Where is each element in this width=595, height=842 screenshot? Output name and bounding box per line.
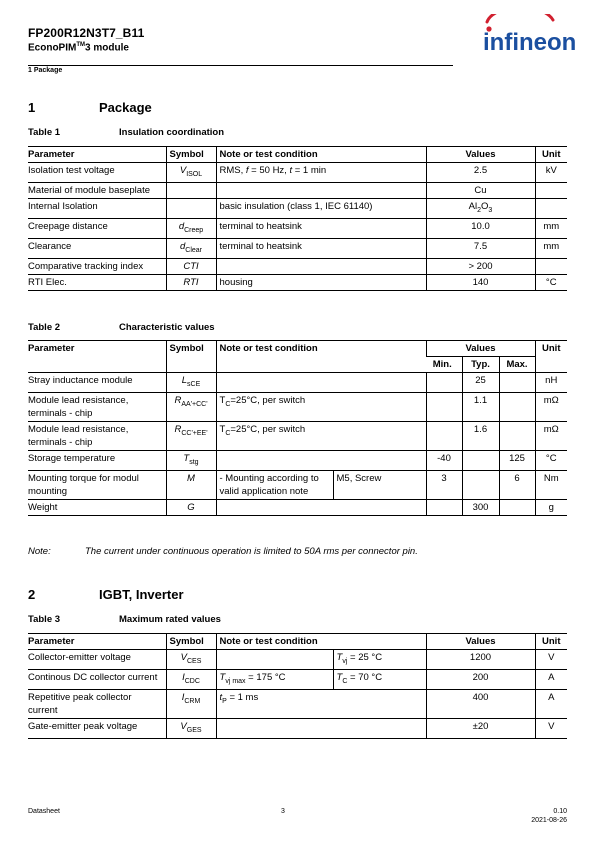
param-cell: Continous DC collector current — [28, 669, 166, 689]
condition-cell — [216, 258, 426, 274]
document-title: FP200R12N3T7_B11 — [28, 26, 145, 40]
footer-doc-type: Datasheet — [28, 808, 60, 815]
note-text: The current under continuous operation is limited to 50A rms per connector pin. — [85, 546, 418, 557]
typ-cell: 25 — [462, 373, 499, 393]
condition-cell: $t_P = 1$ ms — [216, 689, 426, 718]
header-symbol: Symbol — [166, 147, 216, 163]
value-cell: 7.5 — [426, 238, 535, 258]
min-cell — [426, 392, 462, 421]
header-condition: Note or test condition — [216, 341, 426, 373]
max-cell — [499, 421, 535, 450]
table-row — [28, 182, 567, 198]
unit-cell — [535, 258, 567, 274]
value-cell: 1200 — [426, 650, 535, 670]
condition-cell: terminal to heatsink — [216, 238, 426, 258]
symbol-cell: $V_{ISOL}$ — [166, 163, 216, 183]
symbol-cell: RTI — [166, 274, 216, 290]
min-cell — [426, 421, 462, 450]
param-cell: Weight — [28, 499, 166, 515]
unit-cell: °C — [535, 274, 567, 290]
param-cell: Material of module baseplate — [28, 182, 166, 198]
header-values: Values — [426, 634, 535, 650]
subtitle-main: EconoPIM — [28, 42, 77, 54]
value-cell: $Al_2O_3$ — [426, 198, 535, 218]
param-cell: Gate-emitter peak voltage — [28, 718, 166, 738]
unit-cell: A — [535, 689, 567, 718]
table-header-row — [28, 147, 567, 163]
header-symbol: Symbol — [166, 634, 216, 650]
param-cell: Repetitive peak collector current — [28, 689, 166, 718]
table-header-row — [28, 341, 567, 357]
condition-cell: $T_C=25^\circ C$, per switch — [216, 392, 426, 421]
condition-cell-2: $T_{vj} = 25$ °C — [333, 650, 426, 670]
max-cell — [499, 373, 535, 393]
table-row — [28, 258, 567, 274]
max-cell — [499, 392, 535, 421]
param-cell: Collector-emitter voltage — [28, 650, 166, 670]
value-cell: 200 — [426, 669, 535, 689]
table-title: Insulation coordination — [119, 127, 225, 138]
section-title: Package — [99, 100, 152, 115]
param-cell: Clearance — [28, 238, 166, 258]
condition-cell-2: M5, Screw — [333, 470, 426, 499]
table-row — [28, 450, 567, 470]
header-divider — [28, 65, 453, 66]
subtitle-rest: 3 module — [85, 42, 129, 54]
condition-cell: - Mounting according to valid application note — [216, 470, 333, 499]
typ-cell — [462, 470, 499, 499]
table-row — [28, 218, 567, 238]
table-title: Characteristic values — [119, 322, 215, 333]
note-label: Note: — [28, 546, 51, 557]
unit-cell: V — [535, 718, 567, 738]
param-cell: Mounting torque for modul mounting — [28, 470, 166, 499]
symbol-cell: $d_{Clear}$ — [166, 238, 216, 258]
unit-cell — [535, 198, 567, 218]
typ-cell — [462, 450, 499, 470]
min-cell: 3 — [426, 470, 462, 499]
breadcrumb: 1 Package — [28, 67, 63, 74]
typ-cell: 1.1 — [462, 392, 499, 421]
section-title: IGBT, Inverter — [99, 587, 184, 602]
table-title: Maximum rated values — [119, 614, 221, 625]
header-condition: Note or test condition — [216, 634, 426, 650]
symbol-cell — [166, 182, 216, 198]
table-row — [28, 470, 567, 499]
max-cell — [499, 499, 535, 515]
min-cell — [426, 499, 462, 515]
header-symbol: Symbol — [166, 341, 216, 373]
table-row — [28, 238, 567, 258]
condition-cell: housing — [216, 274, 426, 290]
logo-text: infineon — [483, 29, 575, 56]
header-min: Min. — [426, 357, 462, 373]
condition-cell: $T_C=25^\circ C$, per switch — [216, 421, 426, 450]
table-row — [28, 650, 567, 670]
min-cell — [426, 373, 462, 393]
unit-cell: mm — [535, 238, 567, 258]
table-row — [28, 163, 567, 183]
value-cell: 140 — [426, 274, 535, 290]
param-cell: Stray inductance module — [28, 373, 166, 393]
max-cell: 6 — [499, 470, 535, 499]
param-cell: Module lead resistance, terminals - chip — [28, 392, 166, 421]
condition-cell — [216, 182, 426, 198]
table-row — [28, 198, 567, 218]
value-cell: ±20 — [426, 718, 535, 738]
value-cell: 2.5 — [426, 163, 535, 183]
header-typ: Typ. — [462, 357, 499, 373]
unit-cell: mΩ — [535, 392, 567, 421]
table-row — [28, 392, 567, 421]
param-cell: Creepage distance — [28, 218, 166, 238]
param-cell: Internal Isolation — [28, 198, 166, 218]
condition-cell: basic insulation (class 1, IEC 61140) — [216, 198, 426, 218]
table-row — [28, 421, 567, 450]
param-cell: RTI Elec. — [28, 274, 166, 290]
param-cell: Module lead resistance, terminals - chip — [28, 421, 166, 450]
symbol-cell: $V_{GES}$ — [166, 718, 216, 738]
table-row — [28, 274, 567, 290]
symbol-cell: $L_{sCE}$ — [166, 373, 216, 393]
subtitle-trademark: TM — [76, 42, 86, 48]
value-cell: Cu — [426, 182, 535, 198]
value-cell: 10.0 — [426, 218, 535, 238]
symbol-cell — [166, 198, 216, 218]
symbol-cell: $T_{stg}$ — [166, 450, 216, 470]
max-cell: 125 — [499, 450, 535, 470]
table-header-row — [28, 634, 567, 650]
infineon-logo — [475, 14, 575, 56]
condition-cell — [216, 650, 333, 670]
header-parameter: Parameter — [28, 634, 166, 650]
symbol-cell: G — [166, 499, 216, 515]
insulation-table — [28, 146, 567, 291]
value-cell: > 200 — [426, 258, 535, 274]
table-number: Table 3 — [28, 614, 61, 625]
condition-cell — [216, 718, 426, 738]
symbol-cell: CTI — [166, 258, 216, 274]
characteristic-table — [28, 340, 567, 516]
condition-cell: $T_{vj max} = 175$ °C — [216, 669, 333, 689]
table-row — [28, 669, 567, 689]
header-condition: Note or test condition — [216, 147, 426, 163]
max-rated-table — [28, 633, 567, 739]
unit-cell — [535, 182, 567, 198]
header-unit: Unit — [535, 634, 567, 650]
param-cell: Comparative tracking index — [28, 258, 166, 274]
table-number: Table 1 — [28, 127, 61, 138]
condition-cell: terminal to heatsink — [216, 218, 426, 238]
unit-cell: nH — [535, 373, 567, 393]
symbol-cell: $V_{CES}$ — [166, 650, 216, 670]
unit-cell: mΩ — [535, 421, 567, 450]
table-row — [28, 373, 567, 393]
header-unit: Unit — [535, 147, 567, 163]
unit-cell: Nm — [535, 470, 567, 499]
value-cell: 400 — [426, 689, 535, 718]
symbol-cell: $d_{Creep}$ — [166, 218, 216, 238]
unit-cell: °C — [535, 450, 567, 470]
footer-page-number: 3 — [281, 808, 285, 815]
table-row — [28, 718, 567, 738]
unit-cell: A — [535, 669, 567, 689]
typ-cell: 300 — [462, 499, 499, 515]
min-cell: -40 — [426, 450, 462, 470]
typ-cell: 1.6 — [462, 421, 499, 450]
footer-date: 2021-08-26 — [531, 817, 567, 824]
condition-cell — [216, 373, 426, 393]
symbol-cell: M — [166, 470, 216, 499]
unit-cell: kV — [535, 163, 567, 183]
unit-cell: g — [535, 499, 567, 515]
unit-cell: mm — [535, 218, 567, 238]
condition-cell — [216, 499, 426, 515]
symbol-cell: $I_{CDC}$ — [166, 669, 216, 689]
footer-version: 0.10 — [553, 808, 567, 815]
header-parameter: Parameter — [28, 147, 166, 163]
section-number: 2 — [28, 587, 36, 602]
condition-cell — [216, 450, 426, 470]
table-number: Table 2 — [28, 322, 61, 333]
condition-cell: RMS, f = 50 Hz, t = 1 min — [216, 163, 426, 183]
param-cell: Isolation test voltage — [28, 163, 166, 183]
document-subtitle — [28, 42, 129, 53]
header-unit: Unit — [535, 341, 567, 373]
condition-cell-2: $T_C = 70$ °C — [333, 669, 426, 689]
table-row — [28, 499, 567, 515]
symbol-cell: $R_{CC'+EE'}$ — [166, 421, 216, 450]
header-max: Max. — [499, 357, 535, 373]
param-cell: Storage temperature — [28, 450, 166, 470]
header-values: Values — [426, 147, 535, 163]
symbol-cell: $I_{CRM}$ — [166, 689, 216, 718]
symbol-cell: $R_{AA'+CC'}$ — [166, 392, 216, 421]
section-number: 1 — [28, 100, 36, 115]
header-parameter: Parameter — [28, 341, 166, 373]
header-values: Values — [426, 341, 535, 357]
unit-cell: V — [535, 650, 567, 670]
table-row — [28, 689, 567, 718]
